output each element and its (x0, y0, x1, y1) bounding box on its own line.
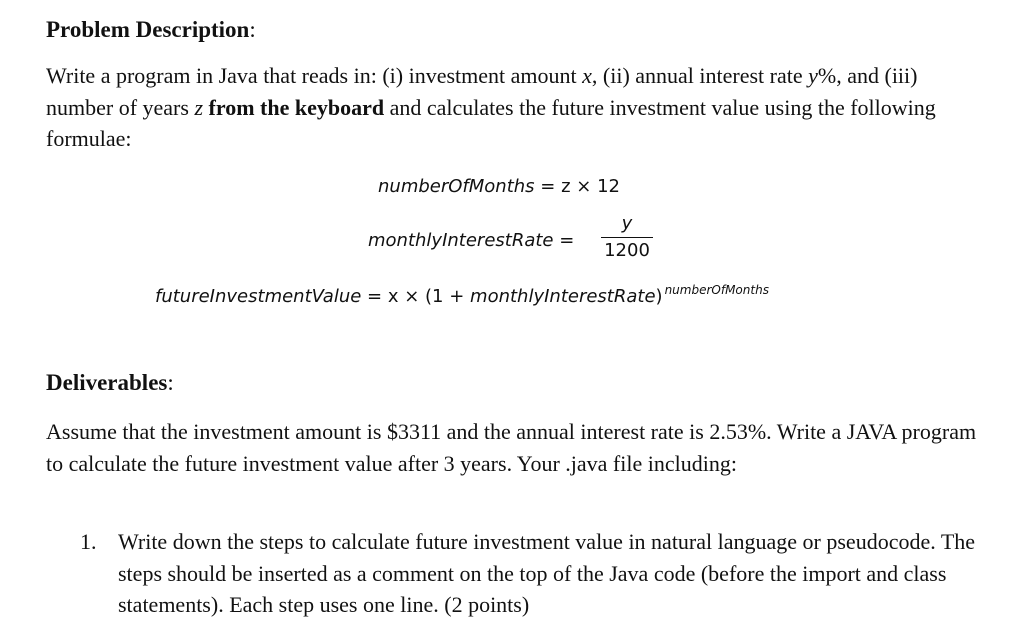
problem-paragraph: Write a program in Java that reads in: (i) investment amount x, (ii) annual interest rate y%, and (iii) number of years z from the keyboard and calculates the future investment value using the following formulae: (46, 63, 936, 151)
fraction-bar (601, 237, 653, 238)
fraction-numerator: y (621, 213, 633, 234)
deliverables-paragraph: Assume that the investment amount is $3311 and the annual interest rate is 2.53%. Write a JAVA program to calculate the future investment value after 3 years. Your .java file including: (46, 419, 977, 476)
bold-phrase: from the keyboard (208, 94, 385, 120)
list-item (80, 526, 980, 621)
var-z: z (194, 94, 204, 120)
formula-exponent: numberOfMonths (664, 283, 769, 297)
fraction-denominator: 1200 (604, 240, 650, 261)
deliverables-heading: Deliverables: (46, 370, 174, 395)
formula-number-of-months: numberOfMonths = z × 12 (378, 176, 620, 197)
formula-monthly-interest-rate: monthlyInterestRate = (368, 230, 575, 251)
var-x: x (582, 63, 592, 88)
formula-future-investment-value: futureInvestmentValue = x × (1 + monthlyInterestRate) $^{numberOfMonths}$ (155, 283, 769, 307)
list-item-text: Write down the steps to calculate future investment value in natural language or pseudocode. The steps should be inserted as a comment on the top of the Java code (before the import and class statements). Each step uses one line. (2 points) (118, 529, 976, 617)
formula-fraction (601, 213, 653, 262)
list-item-marker: 1. (80, 529, 97, 554)
problem-description-heading: Problem Description: (46, 17, 256, 42)
var-y: y (808, 63, 818, 88)
